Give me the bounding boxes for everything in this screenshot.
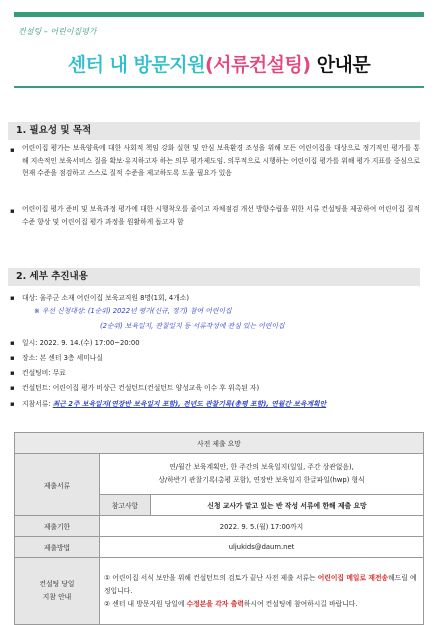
docs-label: 지참서류: xyxy=(22,400,53,408)
title-divider xyxy=(14,86,424,88)
bullet-mark: ▪ xyxy=(10,207,15,215)
section1-bullet-2: 어린이집 평가 준비 및 보육과정 평가에 대한 시행착오를 줄이고 자체점검 개선 방향수립을 위한 서류 컨설팅을 제공하여 어린이집 질적 수준 향상 및 어린이집 평가 과정을 원활하게 돕고자 함 xyxy=(22,205,420,226)
bring-item-2-tail: 하시여 컨설팅에 참여하시길 바랍니다. xyxy=(243,599,358,608)
target-text: 대상: 울주군 소재 어린이집 보육교직원 8명(1회, 4개소) xyxy=(22,294,190,302)
bring-item-2-text: ② 센터 내 방문지원 당일에 xyxy=(104,599,187,608)
bring-item-2 xyxy=(104,598,419,611)
section1-heading: 1. 필요성 및 목적 xyxy=(8,122,420,140)
docs-text xyxy=(22,398,420,411)
fee-text: 컨설팅비: 무료 xyxy=(22,369,66,377)
bullet-mark: ▪ xyxy=(10,146,15,154)
section2-heading: 2. 세부 추진내용 xyxy=(8,268,420,286)
priority-note-2: (2순위) 보육일지, 관찰일지 등 서류작성에 관심 있는 어린이집 xyxy=(100,322,285,330)
row-label-bring xyxy=(15,558,100,625)
docs-link[interactable]: 최근 2주 보육일지(연장반 보육일지 포함), 전년도 관찰기록(총평 포함), 연월간 보육계획안 xyxy=(52,400,327,408)
title-part2: (서류컨설팅) xyxy=(204,54,311,76)
bring-item-1 xyxy=(104,572,419,598)
bullet-mark: ▪ xyxy=(10,369,15,377)
title-part3: 안내문 xyxy=(310,54,371,76)
bring-item-1-tail: 해드릴 예정입니다. xyxy=(104,573,417,595)
bring-item-1-emphasis: 어린이집 메일로 재전송 xyxy=(317,573,389,582)
row-label-deadline: 제출기한 xyxy=(15,516,100,537)
row-label-method: 제출방법 xyxy=(15,537,100,558)
bring-label-2: 지참 안내 xyxy=(42,593,72,601)
bring-item-1-text: ① 어린이집 서식 보안을 위해 컨설턴트의 검토가 끝난 사전 제출 서류는 xyxy=(104,573,316,582)
header-subtitle: 컨설팅 – 어린이집평가 xyxy=(18,27,97,36)
submission-email[interactable]: uljukids@daum.net xyxy=(100,537,424,558)
bring-label-1: 컨설팅 당일 xyxy=(39,580,75,588)
submission-table xyxy=(14,432,424,625)
bullet-mark: ▪ xyxy=(10,339,15,347)
date-text: 일시: 2022. 9. 14.(수) 17:00~20:00 xyxy=(22,339,140,347)
bullet-mark: ▪ xyxy=(10,400,15,408)
bullet-mark: ▪ xyxy=(10,294,15,302)
table-title: 사전 제출 요망 xyxy=(15,433,424,454)
consultant-text: 컨설턴트: 어린이집 평가 비상근 컨설턴트(컨설턴트 양성교육 이수 후 위촉된 자) xyxy=(22,384,260,392)
top-accent-bar xyxy=(14,12,424,17)
bullet-mark: ▪ xyxy=(10,354,15,362)
documents-list xyxy=(100,454,424,495)
priority-note-1: ※ 우선 신청대상: (1순위) 2022년 평가(신규, 정기) 참여 어린이집 xyxy=(34,307,232,315)
page-title xyxy=(0,50,438,77)
title-part1: 센터 내 방문지원 xyxy=(67,54,205,76)
deadline-value: 2022. 9. 5.(월) 17:00까지 xyxy=(100,516,424,537)
documents-line-2: 상/하반기 관찰기록(총평 포함), 연장반 보육일지 한글파일(hwp) 형식 xyxy=(158,476,365,484)
section1-bullet-1: 어린이집 평가는 보육양육에 대한 사회적 책임 강화 실현 및 안심 보육환경 조성을 위해 모든 어린이집을 대상으로 정기적인 평가를 통해 지속적인 보육서비스 질을 확보·유지하고자 하는 의무 평가제도임. 의무적으로 시행하는 어린이집 평가를 위해 평가 지표를 중심으로 현재 수준을 점검하고 스스로 질적 수준을 제고하도록 도울 필요가 있음 xyxy=(22,144,420,178)
bullet-mark: ▪ xyxy=(10,384,15,392)
reference-text: 신청 교사가 맡고 있는 반 작성 서류에 한해 제출 요망 xyxy=(151,495,424,516)
bring-instructions xyxy=(100,558,424,625)
sub-label-reference: 참고사항 xyxy=(100,495,151,516)
documents-line-1: 연/월간 보육계획안, 한 주간의 보육일지(일일, 주간 상관없음), xyxy=(169,463,354,471)
place-text: 장소: 본 센터 3층 세미나실 xyxy=(22,354,103,362)
row-label-documents: 제출서류 xyxy=(15,454,100,516)
bring-item-2-emphasis: 수정본을 각자 출력 xyxy=(186,599,244,608)
